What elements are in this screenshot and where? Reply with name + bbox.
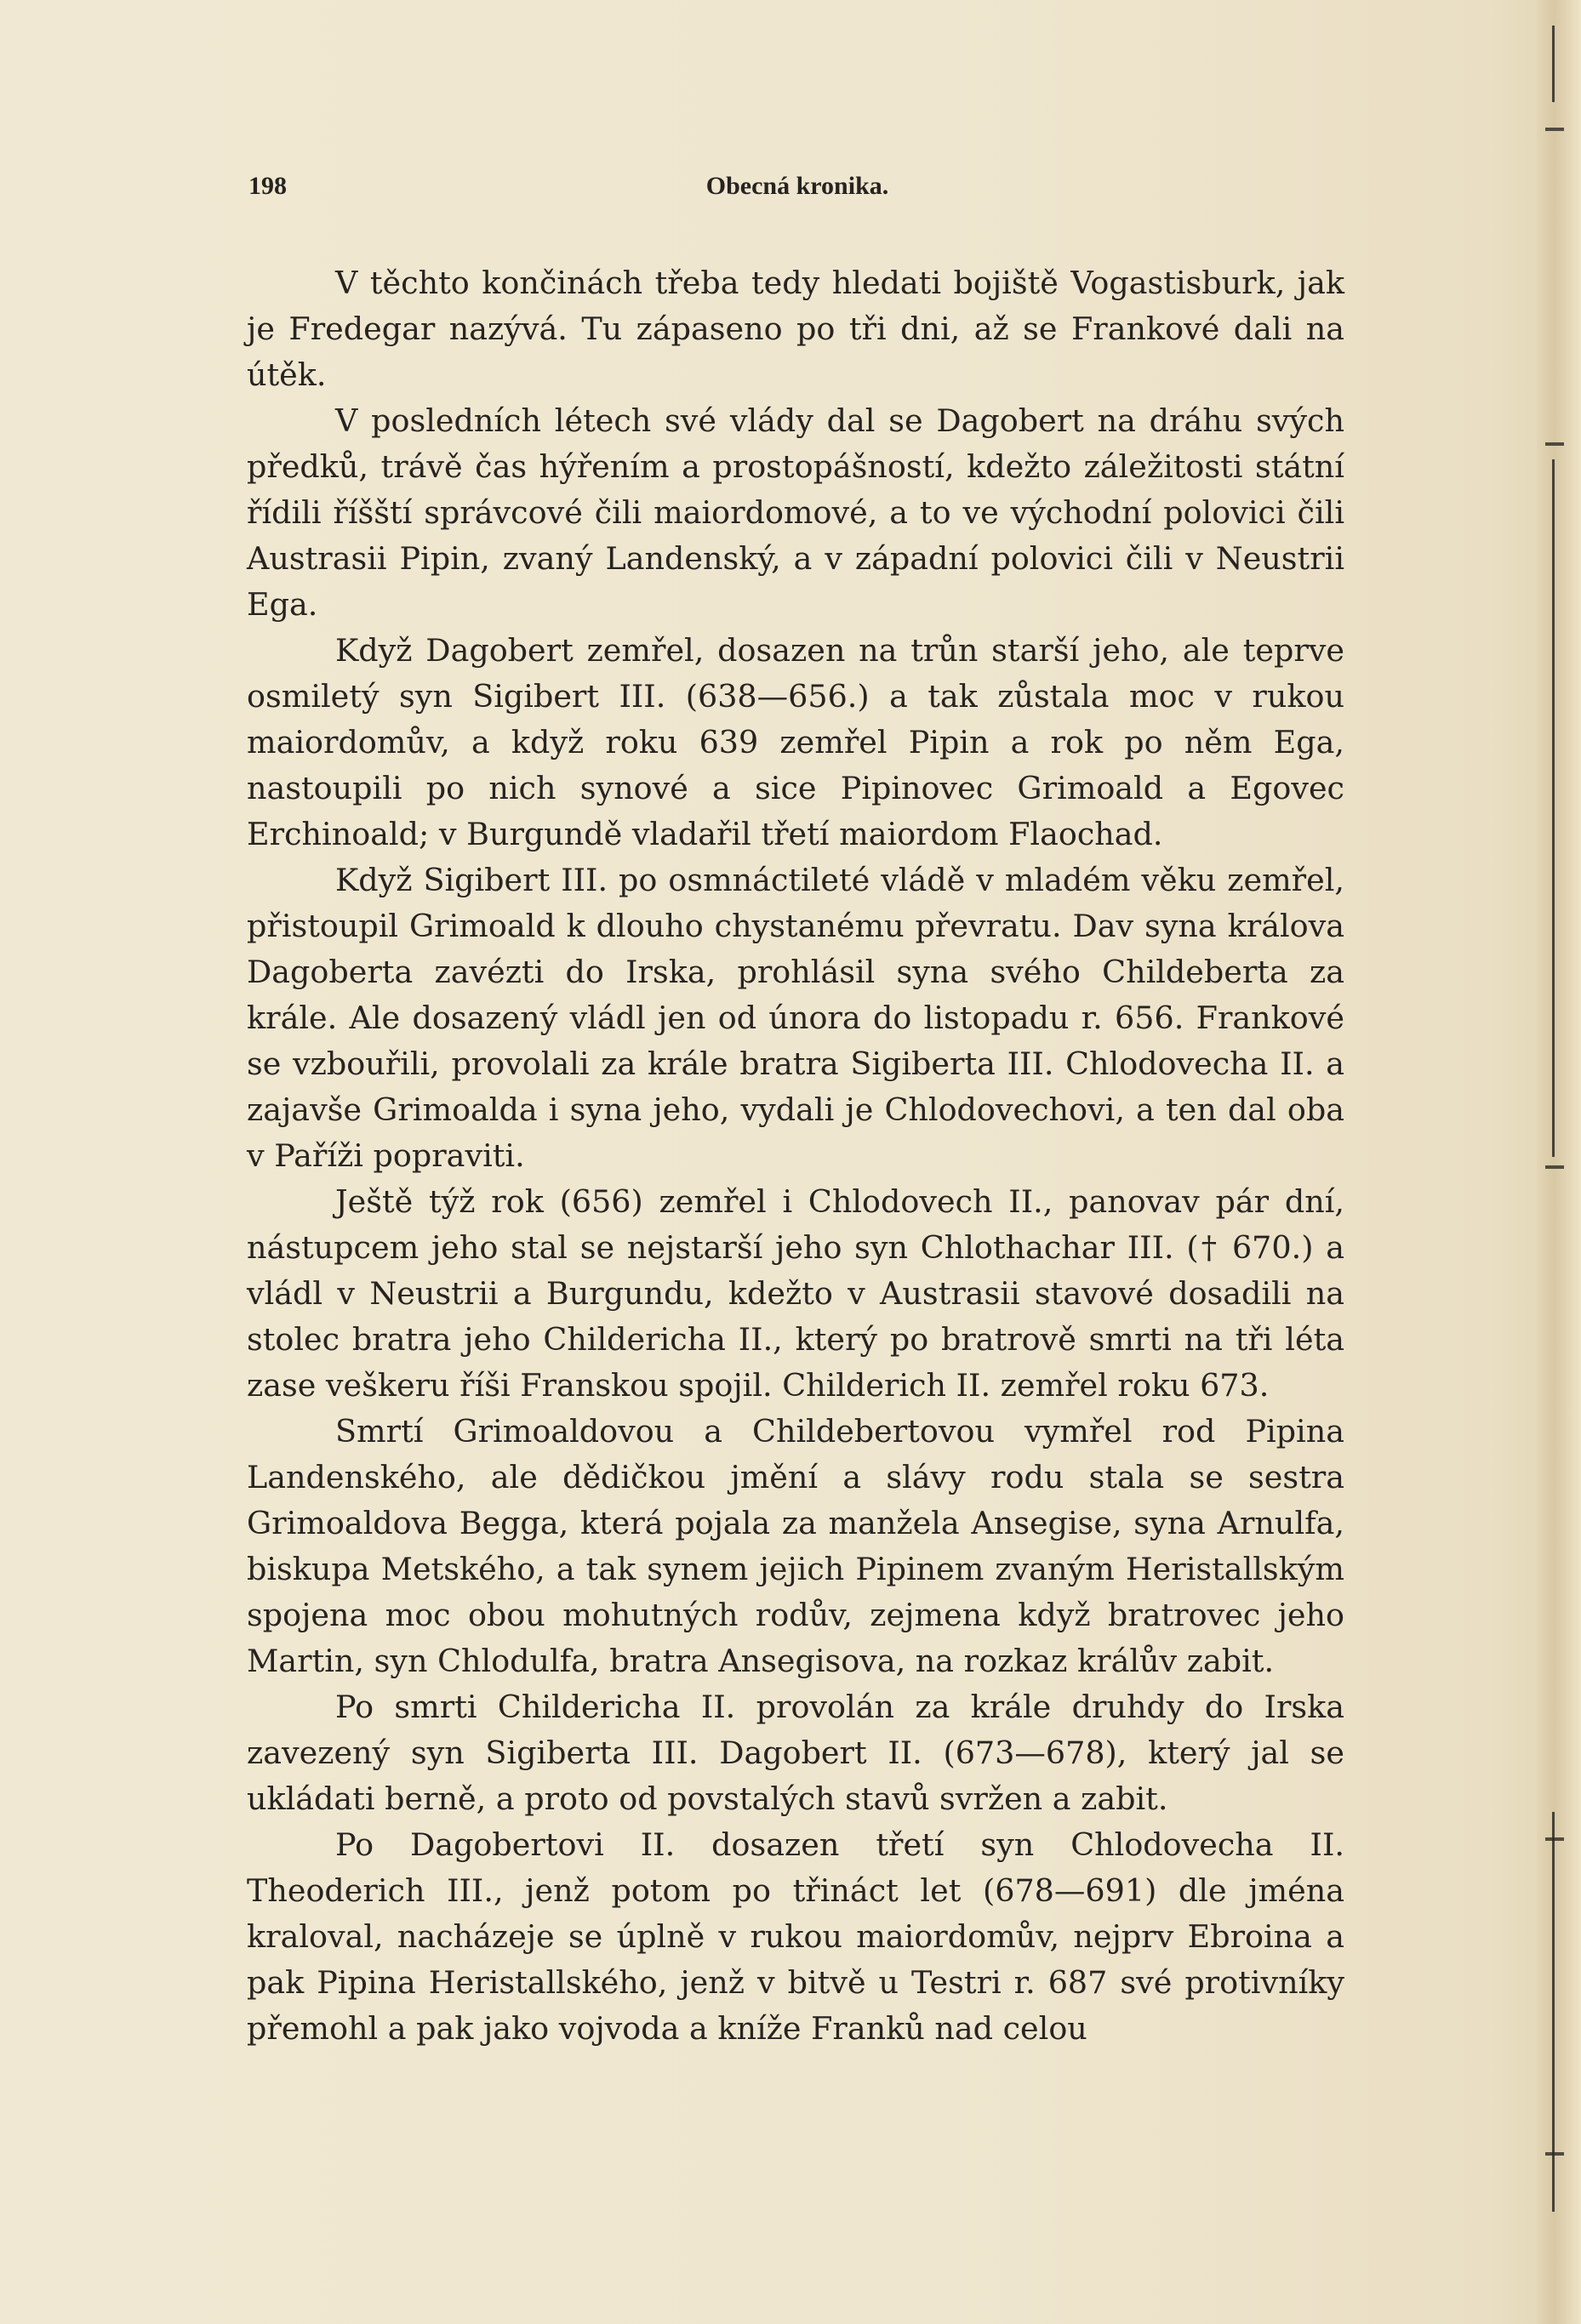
paragraph: Když Dagobert zemřel, dosazen na trůn starší jeho, ale teprve osmiletý syn Sigibert III. (638—656.) a tak zůstala moc v rukou maiordomův, a když roku 639 zemřel Pipin a rok po něm Ega, nastoupili po nich synové a sice Pipinovec Grimoald a Egovec Erchinoald; v Burgundě vladařil třetí maiordom Flaochad.: [247, 632, 1344, 852]
binding-mark: [1545, 2152, 1564, 2156]
binding-mark: [1545, 1165, 1564, 1169]
binding-line: [1552, 459, 1555, 1157]
binding-line: [1552, 26, 1555, 102]
page-number: 198: [248, 172, 287, 200]
paragraph: V posledních létech své vlády dal se Dagobert na dráhu svých předků, trávě čas hýřením a prostopášností, kdežto záležitosti státní řídili říšští správcové čili maiordomové, a to ve východní polovici čili Austrasii Pipin, zvaný Landenský, a v západní polovici čili v Neustrii Ega.: [247, 402, 1344, 623]
page-header: [248, 172, 1346, 206]
running-title: Obecná kronika.: [705, 172, 889, 200]
paragraph: Když Sigibert III. po osmnáctileté vládě v mladém věku zemřel, přistoupil Grimoald k dlouho chystanému převratu. Dav syna králova Dagoberta zavézti do Irska, prohlásil syna svého Childeberta za krále. Ale dosazený vládl jen od února do listopadu r. 656. Frankové se vzbouřili, provolali za krále bratra Sigiberta III. Chlodovecha II. a zajavše Grimoalda i syna jeho, vydali je Chlodovechovi, a ten dal oba v Paříži popraviti.: [247, 862, 1344, 1174]
paragraph: Ještě týž rok (656) zemřel i Chlodovech II., panovav pár dní, nástupcem jeho stal se nejstarší jeho syn Chlothachar III. († 670.) a vládl v Neustrii a Burgundu, kdežto v Austrasii stavové dosadili na stolec bratra jeho Childericha II., který po bratrově smrti na tři léta zase veškeru říši Franskou spojil. Childerich II. zemřel roku 673.: [247, 1183, 1344, 1404]
paragraph: V těchto končinách třeba tedy hledati bojiště Vogastisburk, jak je Fredegar nazývá. Tu zápaseno po tři dni, až se Frankové dali na útěk.: [247, 265, 1344, 393]
body-text: [247, 260, 1344, 2052]
binding-mark: [1545, 128, 1564, 131]
paragraph: Po smrti Childericha II. provolán za krále druhdy do Irska zavezený syn Sigiberta III. Dagobert II. (673—678), který jal se ukládati berně, a proto od povstalých stavů svržen a zabit.: [247, 1689, 1344, 1817]
page-edge-shadow: [1537, 0, 1581, 2324]
binding-mark: [1545, 1837, 1564, 1841]
paragraph: Po Dagobertovi II. dosazen třetí syn Chlodovecha II. Theoderich III., jenž potom po třináct let (678—691) dle jména kraloval, nacházeje se úplně v rukou maiordomův, nejprv Ebroina a pak Pipina Heristallského, jenž v bitvě u Testri r. 687 své protivníky přemohl a pak jako vojvoda a kníže Franků nad celou: [247, 1826, 1344, 2047]
binding-mark: [1545, 442, 1564, 446]
paragraph: Smrtí Grimoaldovou a Childebertovou vymřel rod Pipina Landenského, ale dědičkou jmění a slávy rodu stala se sestra Grimoaldova Begga, která pojala za manžela Ansegise, syna Arnulfa, biskupa Metského, a tak synem jejich Pipinem zvaným Heristallským spojena moc obou mohutných rodův, zejmena když bratrovec jeho Martin, syn Chlodulfa, bratra Ansegisova, na rozkaz králův zabit.: [247, 1413, 1344, 1679]
